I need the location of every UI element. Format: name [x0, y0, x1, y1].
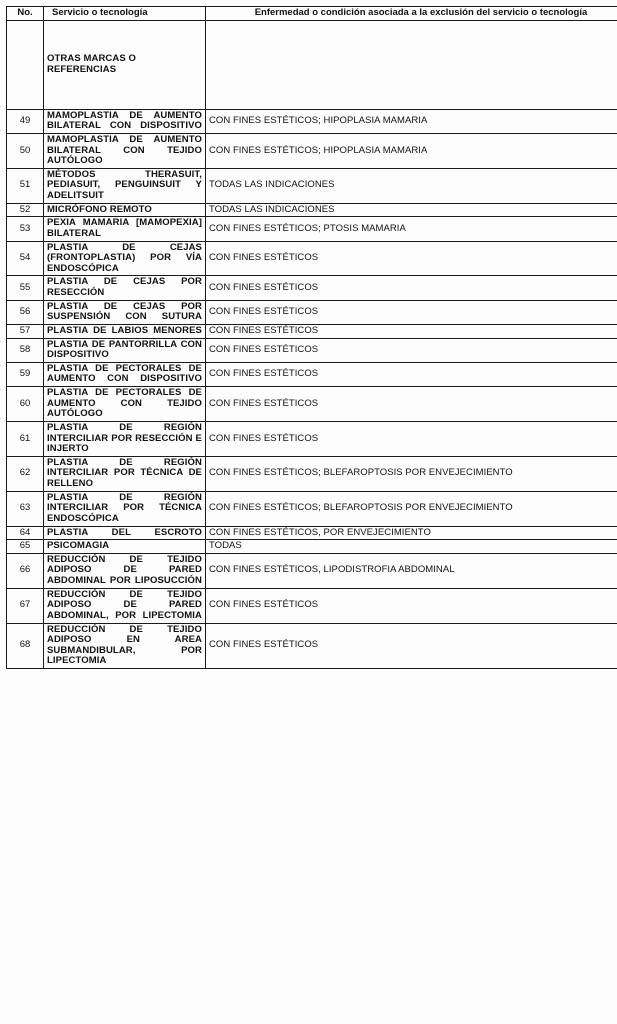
table-row	[7, 421, 617, 456]
row-condition: CON FINES ESTÉTICOS; HIPOPLASIA MAMARIA	[206, 109, 617, 133]
row-condition: CON FINES ESTÉTICOS; PTOSIS MAMARIA	[206, 217, 617, 241]
row-service: PLASTIA DE LABIOS MENORES	[44, 324, 206, 338]
row-number: 49	[7, 109, 44, 133]
row-number: 63	[7, 491, 44, 526]
row-condition: CON FINES ESTÉTICOS	[206, 362, 617, 386]
row-condition: CON FINES ESTÉTICOS	[206, 623, 617, 669]
table-row	[7, 338, 617, 362]
row-service: PEXIA MAMARIA [MAMOPEXIA] BILATERAL	[44, 217, 206, 241]
table-row	[7, 362, 617, 386]
row-number: 60	[7, 387, 44, 422]
exclusions-table	[6, 6, 617, 669]
row-condition: CON FINES ESTÉTICOS	[206, 276, 617, 300]
row-service: REDUCCIÓN DE TEJIDO ADIPOSO DE PARED ABDOMINAL, POR LIPECTOMIA	[44, 588, 206, 623]
row-number: 66	[7, 553, 44, 588]
row-service: MÉTODOS THERASUIT, PEDIASUIT, PENGUINSUIT Y ADELITSUIT	[44, 168, 206, 203]
row-service: PSICOMAGIA	[44, 540, 206, 554]
row-condition: CON FINES ESTÉTICOS; BLEFAROPTOSIS POR ENVEJECIMIENTO	[206, 491, 617, 526]
row-service: PLASTIA DE REGIÓN INTERCILIAR POR TÉCNICA DE RELLENO	[44, 456, 206, 491]
row-condition: CON FINES ESTÉTICOS	[206, 300, 617, 324]
table-row	[7, 300, 617, 324]
row-service: PLASTIA DE CEJAS POR SUSPENSIÓN CON SUTURA	[44, 300, 206, 324]
table-row	[7, 491, 617, 526]
table-row	[7, 203, 617, 217]
table-row	[7, 324, 617, 338]
table-row	[7, 276, 617, 300]
row-number: 52	[7, 203, 44, 217]
table-row	[7, 540, 617, 554]
row-condition: CON FINES ESTÉTICOS	[206, 241, 617, 276]
row-condition: CON FINES ESTÉTICOS	[206, 338, 617, 362]
row-number: 54	[7, 241, 44, 276]
row-condition: CON FINES ESTÉTICOS	[206, 387, 617, 422]
row-number: 59	[7, 362, 44, 386]
row-condition: CON FINES ESTÉTICOS; BLEFAROPTOSIS POR ENVEJECIMIENTO	[206, 456, 617, 491]
table-row	[7, 133, 617, 168]
table-row	[7, 526, 617, 540]
table-row	[7, 217, 617, 241]
row-service: MAMOPLASTIA DE AUMENTO BILATERAL CON DISPOSITIVO	[44, 109, 206, 133]
table-row	[7, 456, 617, 491]
row-number: 56	[7, 300, 44, 324]
table-row	[7, 588, 617, 623]
row-number: 57	[7, 324, 44, 338]
row-condition: CON FINES ESTÉTICOS	[206, 421, 617, 456]
row-service: REDUCCIÓN DE TEJIDO ADIPOSO DE PARED ABDOMINAL POR LIPOSUCCIÓN	[44, 553, 206, 588]
row-service: OTRAS MARCAS O REFERENCIAS	[44, 20, 206, 109]
header-servicio: Servicio o tecnología	[44, 7, 206, 21]
table-row	[7, 623, 617, 669]
row-condition: CON FINES ESTÉTICOS	[206, 588, 617, 623]
row-condition: CON FINES ESTÉTICOS; HIPOPLASIA MAMARIA	[206, 133, 617, 168]
table-header	[7, 7, 617, 21]
row-number: 68	[7, 623, 44, 669]
row-number: 64	[7, 526, 44, 540]
row-number: 50	[7, 133, 44, 168]
row-condition: CON FINES ESTÉTICOS, LIPODISTROFIA ABDOMINAL	[206, 553, 617, 588]
row-service: PLASTIA DE CEJAS POR RESECCIÓN	[44, 276, 206, 300]
row-condition: TODAS	[206, 540, 617, 554]
header-enfermedad: Enfermedad o condición asociada a la exclusión del servicio o tecnología	[206, 7, 617, 21]
row-service: REDUCCIÓN DE TEJIDO ADIPOSO EN AREA SUBMANDIBULAR, POR LIPECTOMIA	[44, 623, 206, 669]
row-number: 67	[7, 588, 44, 623]
row-service: PLASTIA DEL ESCROTO	[44, 526, 206, 540]
row-service: PLASTIA DE PANTORRILLA CON DISPOSITIVO	[44, 338, 206, 362]
row-service: PLASTIA DE PECTORALES DE AUMENTO CON TEJIDO AUTÓLOGO	[44, 387, 206, 422]
table-row	[7, 553, 617, 588]
row-service: PLASTIA DE CEJAS (FRONTOPLASTIA) POR VÍA ENDOSCÓPICA	[44, 241, 206, 276]
row-number: 51	[7, 168, 44, 203]
row-number: 53	[7, 217, 44, 241]
table-body	[7, 20, 617, 668]
row-number: 55	[7, 276, 44, 300]
table-row	[7, 109, 617, 133]
header-no: No.	[7, 7, 44, 21]
row-condition: CON FINES ESTÉTICOS	[206, 324, 617, 338]
row-condition: TODAS LAS INDICACIONES	[206, 168, 617, 203]
row-condition	[206, 20, 617, 109]
table-header-row	[7, 7, 617, 21]
row-service: PLASTIA DE REGIÓN INTERCILIAR POR RESECCIÓN E INJERTO	[44, 421, 206, 456]
row-condition: TODAS LAS INDICACIONES	[206, 203, 617, 217]
row-number: 58	[7, 338, 44, 362]
row-service: PLASTIA DE PECTORALES DE AUMENTO CON DISPOSITIVO	[44, 362, 206, 386]
table-row	[7, 168, 617, 203]
table-row	[7, 387, 617, 422]
row-service: PLASTIA DE REGIÓN INTERCILIAR POR TÉCNICA ENDOSCÓPICA	[44, 491, 206, 526]
table-row	[7, 20, 617, 109]
row-number	[7, 20, 44, 109]
row-number: 62	[7, 456, 44, 491]
row-service: MICRÓFONO REMOTO	[44, 203, 206, 217]
row-number: 65	[7, 540, 44, 554]
row-condition: CON FINES ESTÉTICOS, POR ENVEJECIMIENTO	[206, 526, 617, 540]
table-row	[7, 241, 617, 276]
row-number: 61	[7, 421, 44, 456]
row-service: MAMOPLASTIA DE AUMENTO BILATERAL CON TEJIDO AUTÓLOGO	[44, 133, 206, 168]
